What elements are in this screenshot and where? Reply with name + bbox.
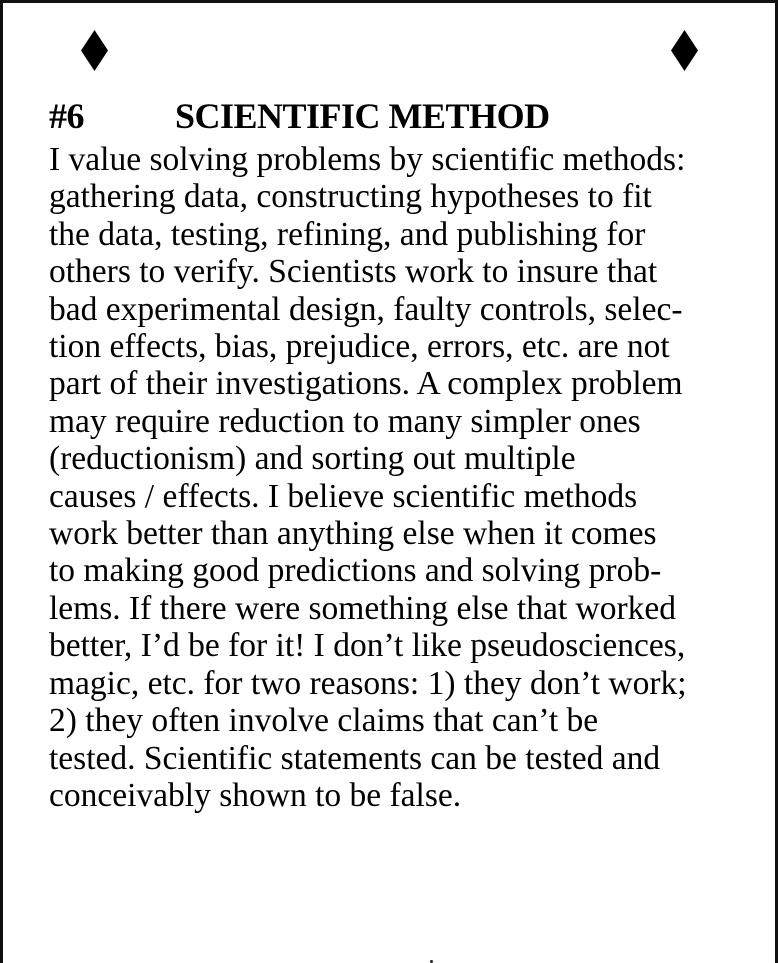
body-line: may require reduction to many simpler ones	[49, 402, 641, 440]
body-line: tion effects, bias, prejudice, errors, etc. are not	[49, 328, 670, 366]
body-line: causes / effects. I believe scientific methods	[49, 477, 638, 515]
card-title: SCIENTIFIC METHOD	[175, 96, 550, 136]
body-line: gathering data, constructing hypotheses to fit	[49, 178, 652, 216]
card-heading	[49, 94, 550, 138]
body-line: bad experimental design, faulty controls, selec-	[49, 290, 683, 328]
body-line: lems. If there were something else that worked	[49, 589, 676, 627]
card-number: #6	[49, 96, 84, 136]
body-line: to making good predictions and solving prob-	[49, 552, 662, 590]
body-line: (reductionism) and sorting out multiple	[49, 440, 576, 478]
body-line: conceivably shown to be false.	[49, 776, 462, 814]
body-line: better, I’d be for it! I don’t like pseudosciences,	[49, 627, 686, 665]
body-line: magic, etc. for two reasons: 1) they don’t work;	[49, 664, 687, 702]
body-line: part of their investigations. A complex problem	[49, 365, 683, 403]
card-body	[49, 141, 771, 814]
body-line: tested. Scientific statements can be tested and	[49, 739, 661, 777]
body-line: others to verify. Scientists work to insure that	[49, 253, 658, 291]
body-line: the data, testing, refining, and publishing for	[49, 215, 646, 253]
body-line: I value solving problems by scientific methods:	[49, 141, 686, 178]
body-line: work better than anything else when it comes	[49, 515, 657, 553]
diamond-right-icon	[671, 30, 698, 71]
body-line: 2) they often involve claims that can’t be	[49, 702, 599, 740]
diamond-left-icon	[81, 30, 108, 71]
